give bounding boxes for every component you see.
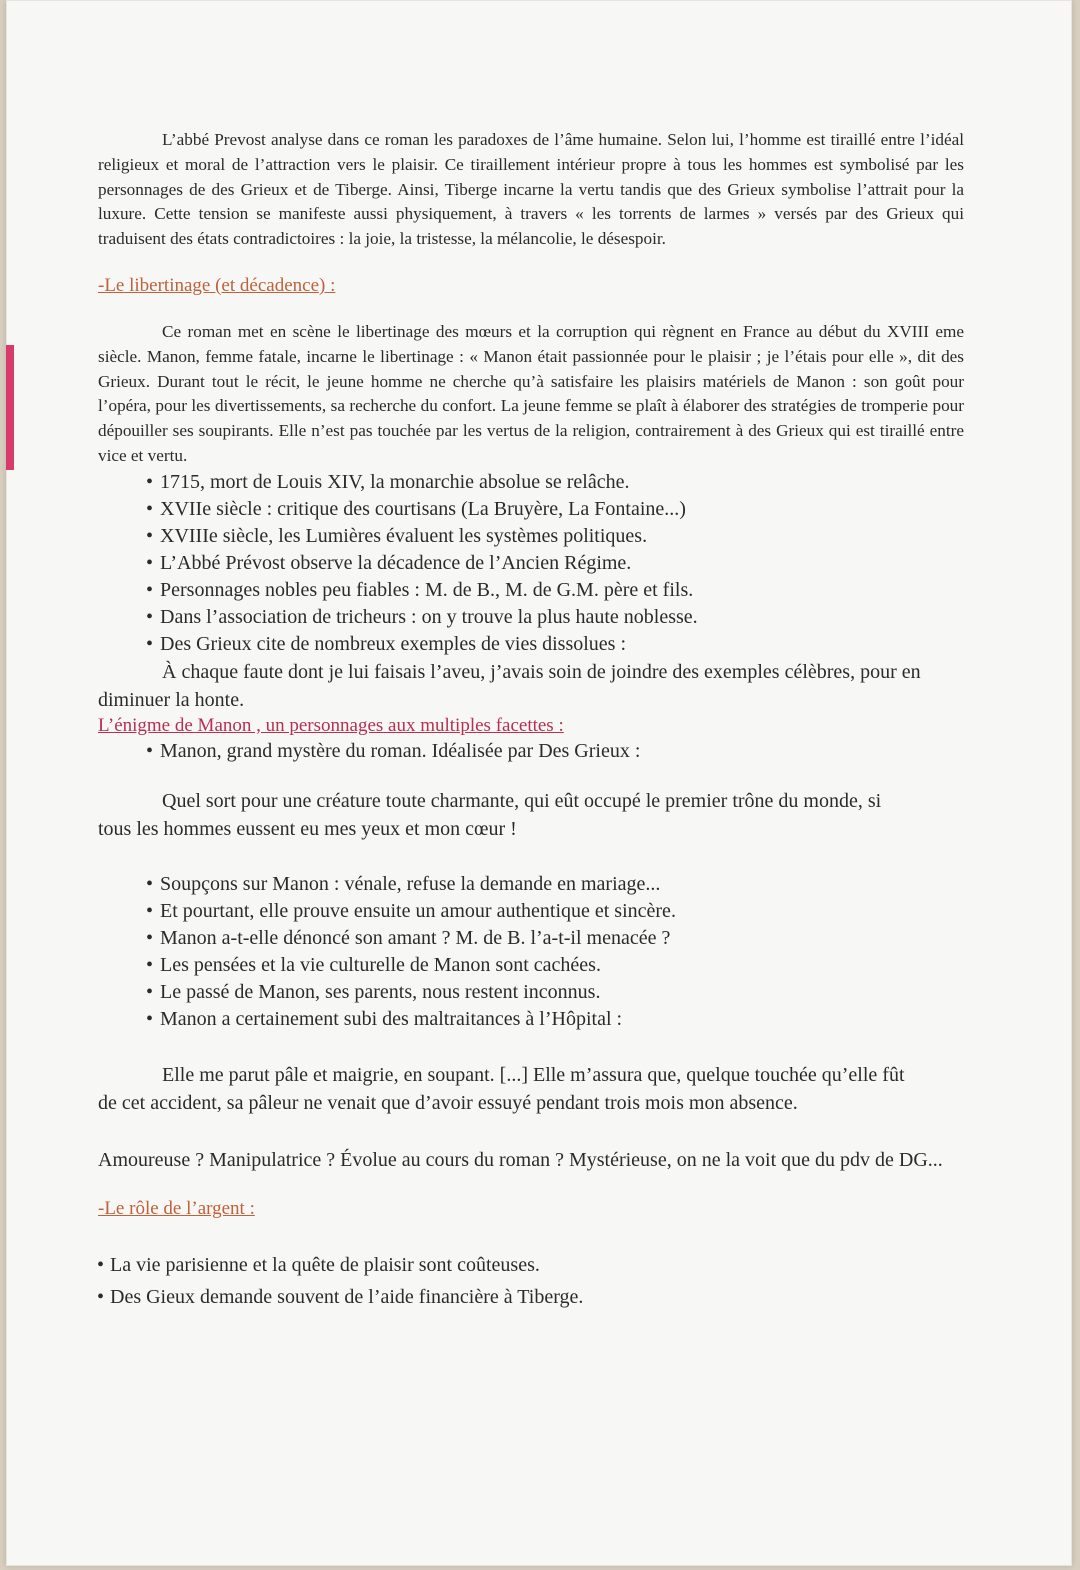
quote-faute: À chaque faute dont je lui faisais l’aveu, j’avais soin de joindre des exemples célèbres, pour en diminuer la honte. — [98, 660, 921, 711]
list-item: • Manon a-t-elle dénoncé son amant ? M. de B. l’a-t-il menacée ? — [160, 925, 964, 952]
list-item: • Soupçons sur Manon : vénale, refuse la demande en mariage... — [160, 871, 964, 898]
list-item: • L’Abbé Prévost observe la décadence de l’Ancien Régime. — [160, 550, 964, 577]
enigme-bullet-list — [98, 871, 964, 1033]
list-item: • Et pourtant, elle prouve ensuite un amour authentique et sincère. — [160, 898, 964, 925]
intro-paragraph: L’abbé Prevost analyse dans ce roman les paradoxes de l’âme humaine. Selon lui, l’homme est tiraillé entre l’idéal religieux et moral de l’attraction vers le plaisir. Ce tiraillement intérieur propre à tous les hommes est symbolisé par les personnages de des Grieux et de Tiberge. Ainsi, Tiberge incarne la vertu tandis que des Grieux symbolise l’attrait pour la luxure. Cette tension se manifeste aussi physiquement, à travers « les torrents de larmes » versés par des Grieux qui traduisent des états contradictoires : la joie, la tristesse, la mélancolie, le désespoir. — [98, 130, 964, 249]
list-item: • 1715, mort de Louis XIV, la monarchie absolue se relâche. — [160, 469, 964, 496]
argent-bullet-list — [98, 1249, 964, 1313]
list-item: • Personnages nobles peu fiables : M. de B., M. de G.M. père et fils. — [160, 577, 964, 604]
list-item: • XVIIe siècle : critique des courtisans (La Bruyère, La Fontaine...) — [160, 496, 964, 523]
list-item: • Manon, grand mystère du roman. Idéalisée par Des Grieux : — [160, 738, 964, 765]
document-content — [98, 128, 964, 1313]
document-page — [6, 0, 1072, 1566]
list-item: • Les pensées et la vie culturelle de Manon sont cachées. — [160, 952, 964, 979]
list-item: • XVIIIe siècle, les Lumières évaluent les systèmes politiques. — [160, 523, 964, 550]
list-item: • La vie parisienne et la quête de plaisir sont coûteuses. — [110, 1249, 964, 1281]
section-heading-enigme: L’énigme de Manon , un personnages aux multiples facettes : — [98, 714, 564, 736]
list-item: • Manon a certainement subi des maltraitances à l’Hôpital : — [160, 1006, 964, 1033]
list-item: • Des Grieux cite de nombreux exemples de vies dissolues : — [160, 631, 964, 658]
quote-creature: Quel sort pour une créature toute charmante, qui eût occupé le premier trône du monde, si tous les hommes eussent eu mes yeux et mon cœur ! — [98, 789, 882, 840]
section-heading-libertinage: -Le libertinage (et décadence) : — [98, 274, 336, 296]
quote-pale: Elle me parut pâle et maigrie, en soupant. [...] Elle m’assura que, quelque touchée qu’elle fût de cet accident, sa pâleur ne venait que d’avoir essuyé pendant trois mois mon absence. — [98, 1063, 905, 1114]
questions-paragraph: Amoureuse ? Manipulatrice ? Évolue au cours du roman ? Mystérieuse, on ne la voit que du pdv de DG... — [98, 1148, 943, 1171]
libertinage-bullet-list — [98, 469, 964, 658]
page-margin-mark — [6, 345, 14, 470]
list-item: • Dans l’association de tricheurs : on y trouve la plus haute noblesse. — [160, 604, 964, 631]
libertinage-paragraph: Ce roman met en scène le libertinage des mœurs et la corruption qui règnent en France au début du XVIII eme siècle. Manon, femme fatale, incarne le libertinage : « Manon était passionnée pour le plaisir ; je l’étais pour elle », dit des Grieux. Durant tout le récit, le jeune homme ne cherche qu’à satisfaire les plaisirs matériels de Manon : son goût pour l’opéra, pour les divertissements, sa recherche du confort. La jeune femme se plaît à élaborer des stratégies de tromperie pour dépouiller ses soupirants. Elle n’est pas touchée par les vertus de la religion, contrairement à des Grieux qui est tiraillé entre vice et vertu. — [98, 321, 964, 465]
list-item: • Des Gieux demande souvent de l’aide financière à Tiberge. — [110, 1281, 964, 1313]
list-item: • Le passé de Manon, ses parents, nous restent inconnus. — [160, 979, 964, 1006]
section-heading-argent: -Le rôle de l’argent : — [98, 1197, 255, 1219]
enigme-intro-list — [98, 738, 964, 765]
